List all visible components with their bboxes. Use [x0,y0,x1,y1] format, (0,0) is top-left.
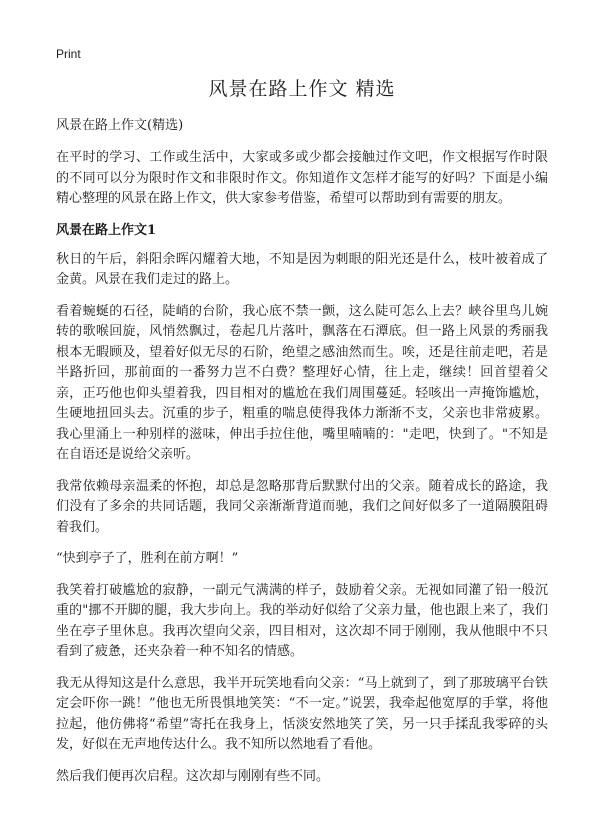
body-paragraph: 我笑着打破尴尬的寂静，一副元气满满的样子，鼓励着父亲。无视如同灌了铅一般沉重的"挪不开脚的腿，我大步向上。我的举动好似给了父亲力量，他也跟上来了，我们坐在亭子里休息。我再次望向父亲，四目相对，这次却不同于刚刚，我从他眼中不只看到了疲惫，还夹杂着一种不知名的情感。 [56,582,548,659]
article [56,74,548,798]
article-title: 风景在路上作文 精选 [208,78,396,100]
body-paragraph: 看着蜿蜒的石径，陡峭的台阶，我心底不禁一颤，这么陡可怎么上去？峡谷里鸟儿婉转的歌喉回旋，风悄然飘过，卷起几片落叶，飘落在石潭底。但一路上风景的秀丽我根本无暇顾及，望着好似无尽的石阶，绝望之感油然而生。唉，还是往前走吧，若是半路折回，那前面的一番努力岂不白费？整理好心情，往上走，继续！回首望着父亲，正巧他也仰头望着我，四目相对的尴尬在我们周围蔓延。轻咳出一声掩饰尴尬，生硬地扭回头去。沉重的步子，粗重的喘息使得我体力渐渐不支，父亲也非常疲累。我心里涌上一种别样的滋味，伸出手拉住他，嘴里喃喃的："走吧，快到了。"不知是在自语还是说给父亲听。 [56,303,548,462]
body-paragraph: 我常依赖母亲温柔的怀抱，却总是忽略那背后默默付出的父亲。随着成长的路途，我们没有了多余的共同话题，我同父亲渐渐背道而驰，我们之间好似多了一道隔膜阻碍着我们。 [56,478,548,535]
section-heading: 风景在路上作文1 [56,222,157,238]
body-paragraph: “快到亭子了，胜利在前方啊！” [56,551,239,566]
article-subtitle: 风景在路上作文(精选) [56,118,184,133]
body-paragraph: 然后我们便再次启程。这次却与刚刚有些不同。 [56,768,330,784]
body-paragraph: 我无从得知这是什么意思，我半开玩笑地看向父亲：“马上就到了，到了那玻璃平台铁定会吓你一跳！”他也无所畏惧地笑笑：“不一定。”说罢，我牵起他宽厚的手掌，将他拉起，他仿佛将“希望”寄托在我身上，恬淡安然地笑了笑，另一只手揉乱我零碎的头发，好似在无声地传达什么。我不知所以然地看了看他。 [56,675,548,752]
body-paragraph: 秋日的午后，斜阳余晖闪耀着大地，不知是因为刺眼的阳光还是什么，枝叶被着成了金黄。风景在我们走过的路上。 [56,251,548,287]
print-link[interactable]: Print [56,47,81,61]
intro-paragraph: 在平时的学习、工作或生活中，大家或多或少都会接触过作文吧，作文根据写作时限的不同可以分为限时作文和非限时作文。你知道作文怎样才能写的好吗？下面是小编精心整理的风景在路上作文，供大家参考借鉴，希望可以帮助到有需要的朋友。 [56,150,548,206]
